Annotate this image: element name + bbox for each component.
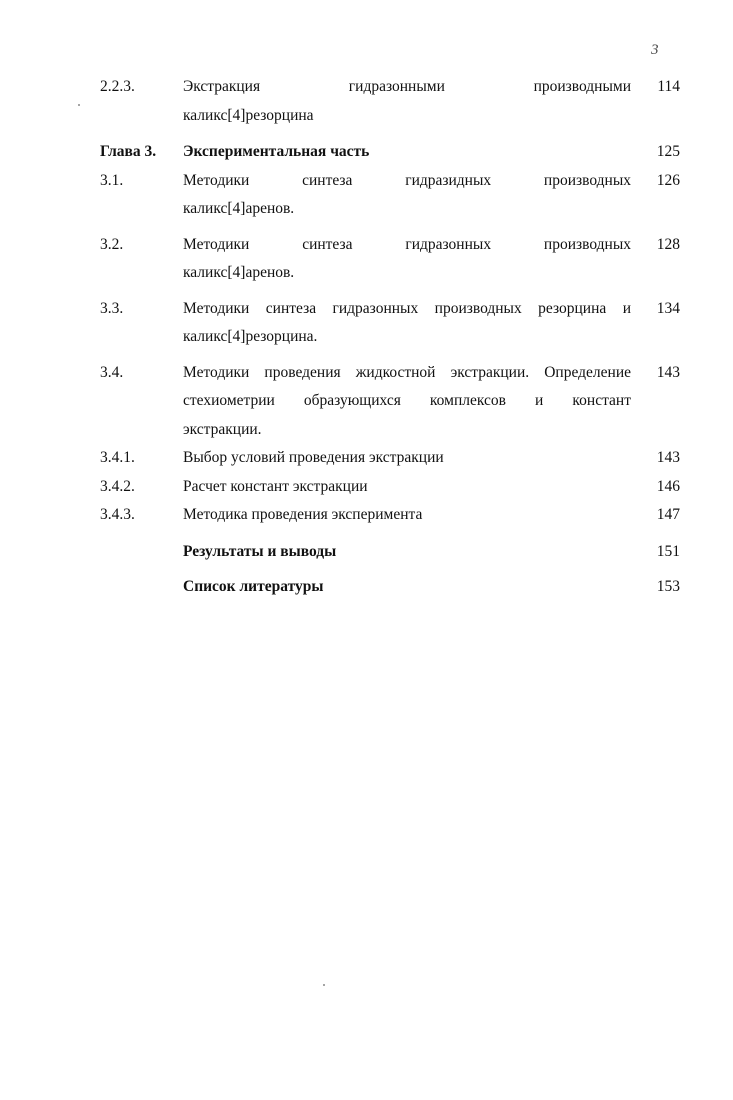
toc-entry-number: 3.4.1.: [100, 449, 135, 466]
toc-entry-number: 3.4.3.: [100, 506, 135, 523]
scan-speck: [323, 984, 325, 986]
scan-speck: [78, 104, 80, 106]
toc-entry-title: Методика проведения эксперимента: [183, 506, 423, 523]
toc-entry-number: 3.1.: [100, 171, 124, 189]
toc-entry: [100, 295, 680, 352]
toc-entry-page: 134: [656, 299, 680, 317]
toc-section-title: Результаты и выводы: [183, 542, 337, 560]
toc-entry: [100, 231, 680, 288]
toc-chapter-number: Глава 3.: [100, 143, 157, 160]
toc-entry: [100, 359, 680, 445]
toc-section-entry: [100, 573, 680, 602]
toc-entry-title: Экстракция гидразонными производными каликс[4]резорцина: [183, 78, 631, 124]
toc-entry: [100, 473, 680, 502]
toc-entry-page: 126: [656, 171, 680, 189]
toc-entry-number: 3.4.2.: [100, 477, 135, 495]
toc-section-entry: [100, 538, 680, 567]
toc-entry-page: 143: [656, 363, 680, 381]
toc-entry-title: Методики синтеза гидразидных производных каликс[4]аренов.: [183, 171, 631, 217]
toc-entry-number: 2.2.3.: [100, 78, 135, 95]
toc-entry-title: Методики синтеза гидразонных производных каликс[4]аренов.: [183, 235, 631, 281]
toc-entry-page: 125: [656, 143, 680, 160]
toc-entry-page: 146: [656, 477, 680, 495]
toc-chapter-title: Экспериментальная часть: [183, 143, 370, 160]
toc-entry-page: 153: [656, 578, 680, 595]
toc-entry-page: 147: [656, 506, 680, 523]
toc-entry-title: Выбор условий проведения экстракции: [183, 449, 444, 466]
table-of-contents: [100, 73, 680, 602]
toc-entry-page: 128: [656, 235, 680, 253]
toc-entry-title: Методики проведения жидкостной экстракции. Определение стехиометрии образующихся комплексов и констант экстракции.: [183, 363, 631, 438]
toc-entry-number: 3.3.: [100, 299, 124, 317]
toc-entry-title: Расчет констант экстракции: [183, 477, 368, 495]
toc-entry-title: Методики синтеза гидразонных производных резорцина и каликс[4]резорцина.: [183, 299, 631, 345]
handwritten-page-mark: 3: [651, 42, 659, 58]
toc-entry-number: 3.2.: [100, 235, 124, 253]
toc-entry-number: 3.4.: [100, 363, 124, 381]
toc-entry-page: 151: [656, 542, 680, 560]
toc-entry: [100, 501, 680, 530]
toc-chapter-entry: [100, 138, 680, 167]
toc-entry-page: 114: [657, 78, 680, 95]
toc-entry: [100, 167, 680, 224]
toc-entry: [100, 73, 680, 130]
toc-section-title: Список литературы: [183, 578, 324, 595]
toc-entry: [100, 444, 680, 473]
toc-entry-page: 143: [656, 449, 680, 466]
